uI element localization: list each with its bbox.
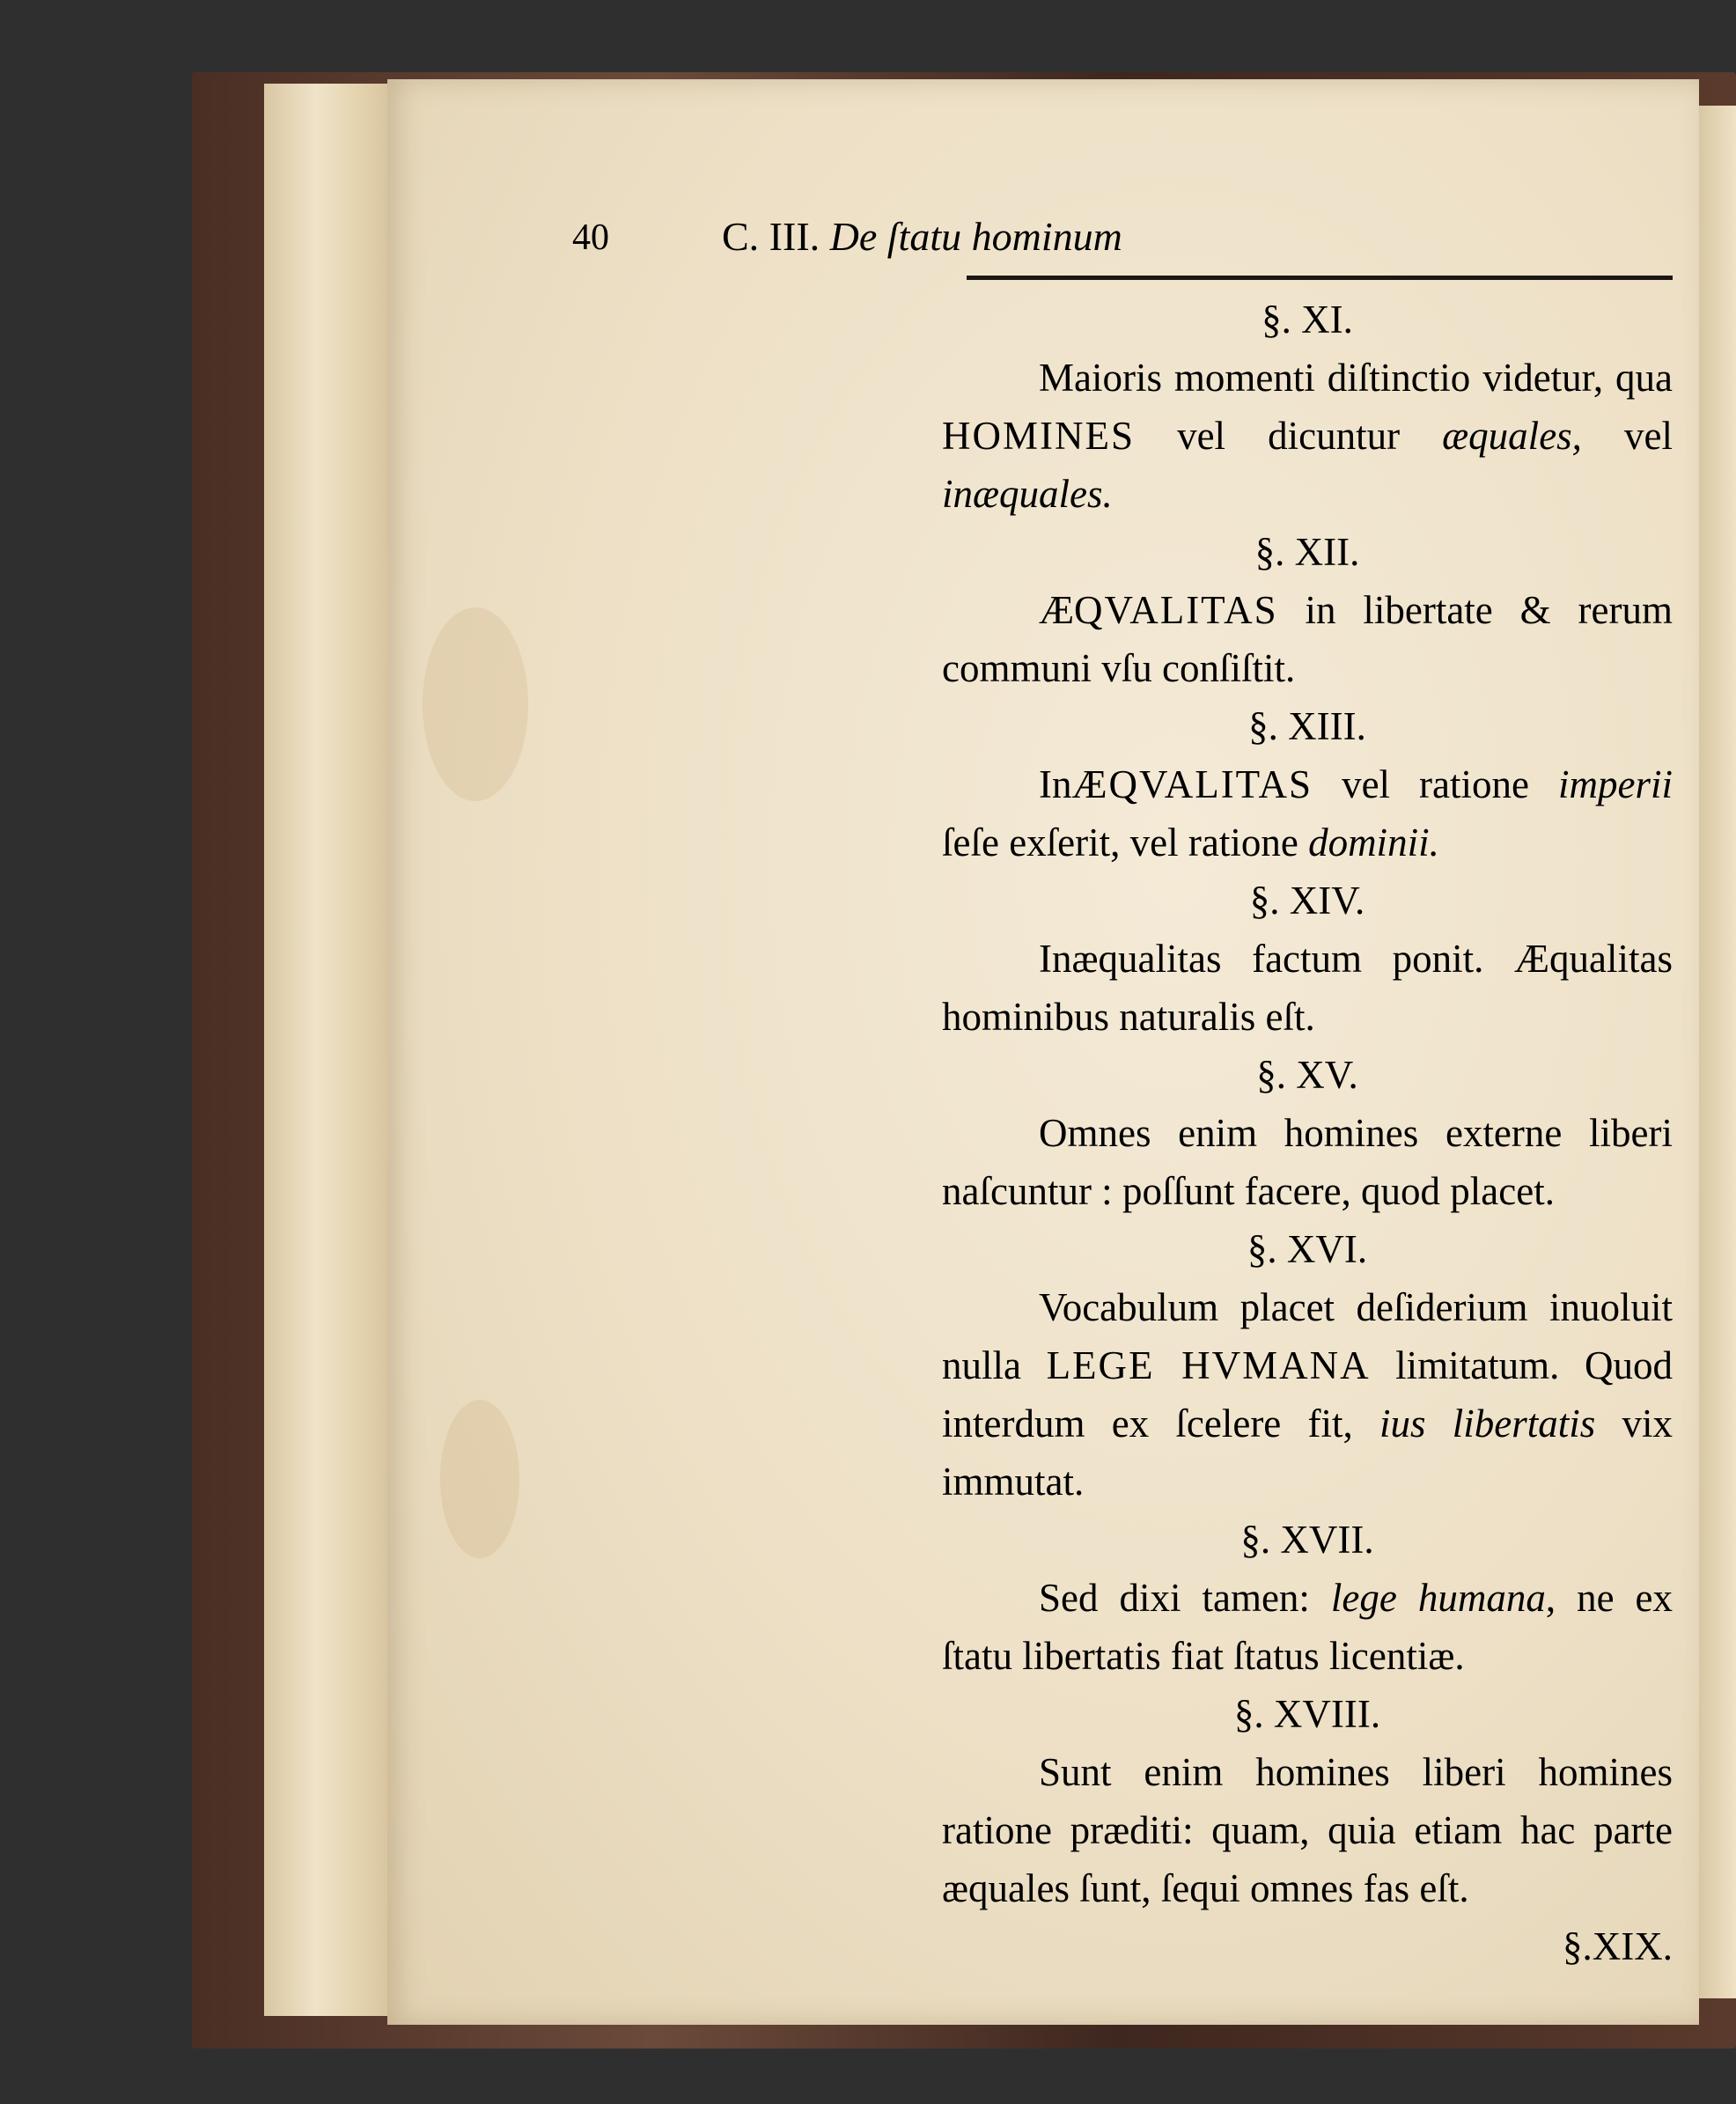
body-text xyxy=(942,291,1673,1975)
section-paragraph: InÆQVALITAS vel ratione imperii ſeſe exſerit, vel ratione dominii. xyxy=(942,762,1673,864)
running-title xyxy=(722,213,1122,260)
section-heading: §. XI. xyxy=(1262,298,1353,342)
section-paragraph: Vocabulum placet deſiderium inuoluit nulla LEGE HVMANA limitatum. Quod interdum ex ſcelere fit, ius libertatis vix immutat. xyxy=(942,1285,1673,1504)
section-paragraph: Inæqualitas factum ponit. Æqualitas hominibus naturalis eſt. xyxy=(942,937,1673,1039)
section-heading: §. XV. xyxy=(1256,1053,1358,1097)
paper-stain xyxy=(440,1400,519,1558)
section-heading: §. XIII. xyxy=(1248,704,1366,748)
section-paragraph: Sunt enim homines liberi homines ratione præditi: quam, quia etiam hac parte æquales ſunt, ſequi omnes fas eſt. xyxy=(942,1750,1673,1910)
section-heading: §. XIV. xyxy=(1249,879,1365,923)
section-paragraph: Omnes enim homines externe liberi naſcuntur : poſſunt facere, quod placet. xyxy=(942,1111,1673,1213)
section-heading: §. XVII. xyxy=(1240,1518,1374,1562)
section-heading: §. XII. xyxy=(1254,530,1360,574)
section-paragraph: Sed dixi tamen: lege humana, ne ex ſtatu libertatis fiat ſtatus licentiæ. xyxy=(942,1576,1673,1678)
running-head xyxy=(572,208,1673,269)
running-title-roman: C. III. xyxy=(722,214,830,259)
facing-page-edge xyxy=(1699,106,1736,1998)
section-heading: §. XVIII. xyxy=(1233,1692,1381,1736)
section-paragraph: Maioris momenti diſtinctio videtur, qua HOMINES vel dicuntur æquales, vel inæquales. xyxy=(942,356,1673,516)
section-heading: §. XVI. xyxy=(1247,1227,1368,1271)
running-title-italic: De ſtatu hominum xyxy=(829,214,1122,259)
section-paragraph: ÆQVALITAS in libertate & rerum communi vſu conſiſtit. xyxy=(942,588,1673,690)
page-number: 40 xyxy=(572,217,609,258)
paper-stain xyxy=(423,607,528,801)
header-rule xyxy=(967,276,1673,280)
catchword: §.XIX. xyxy=(1563,1924,1673,1968)
